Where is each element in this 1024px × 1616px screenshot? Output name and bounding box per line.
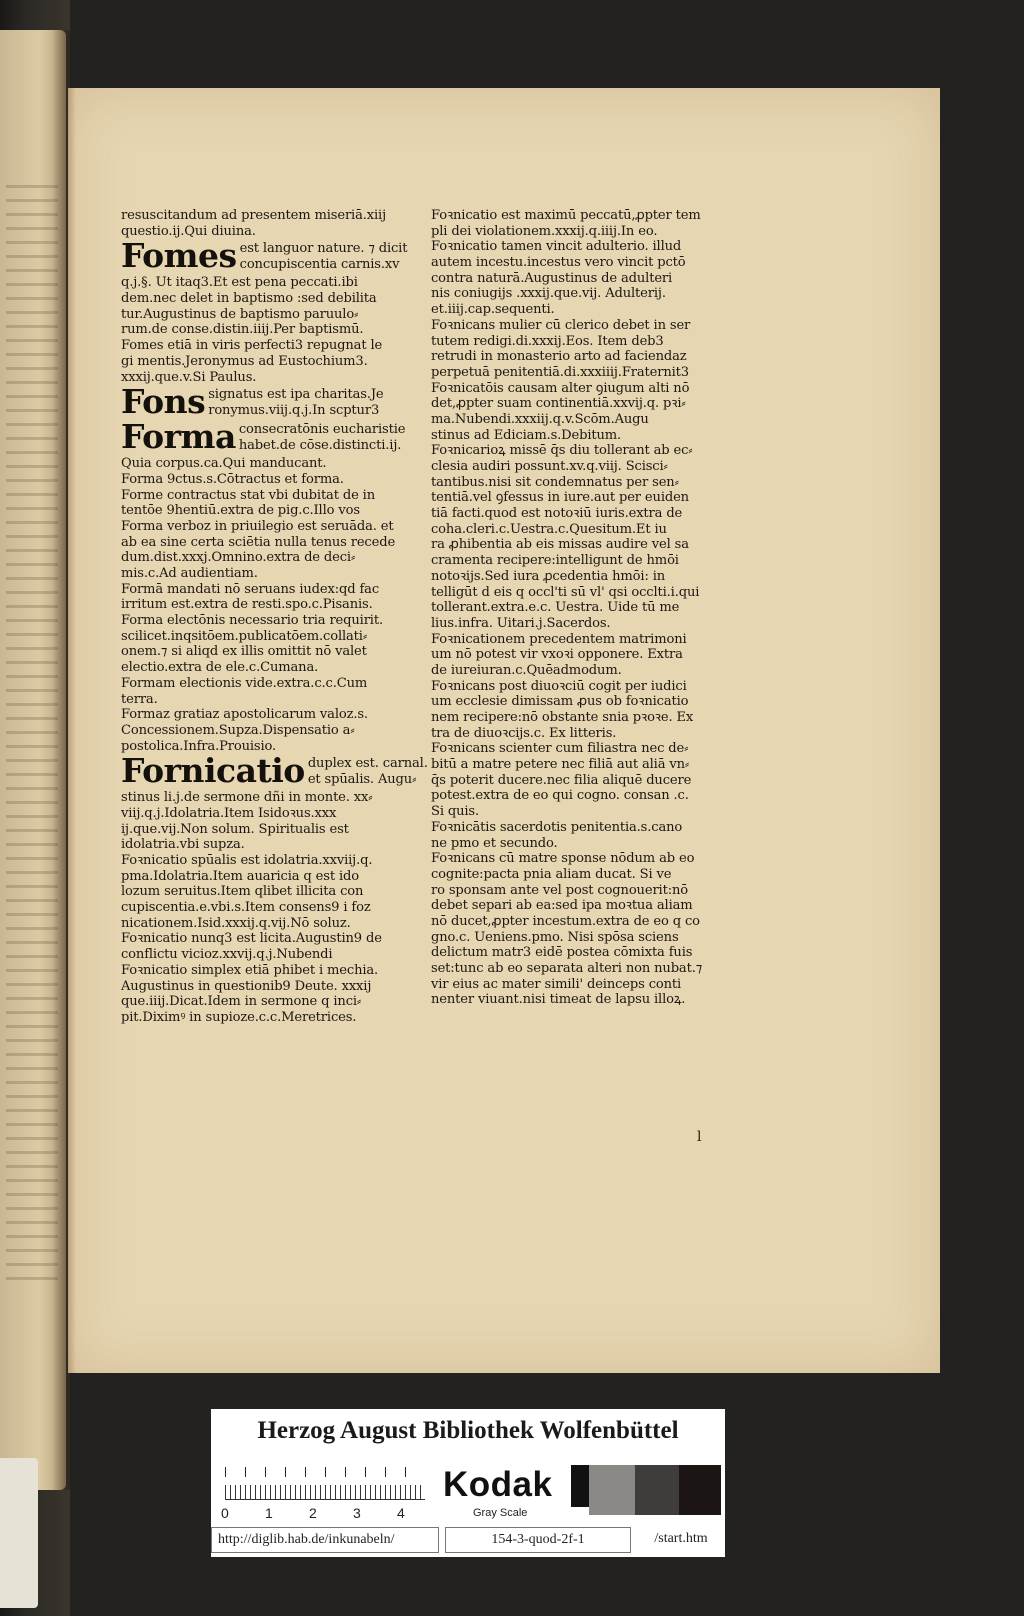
entry-headword-block [121, 236, 424, 276]
text-line: cramenta recipere:intelligunt de hmōi [431, 553, 679, 569]
text-line: Foꝛnicans post diuoꝛciū cogit per iudici [431, 678, 687, 694]
text-line: Quia corpus.ca.Qui manducant. [121, 456, 327, 472]
kodak-logo: Kodak [443, 1465, 553, 1504]
gray-scale-label: Gray Scale [473, 1507, 528, 1519]
text-line: um ecclesie dimissam ꝓus ob foꝛnicatio [431, 694, 689, 710]
text-line: perpetuā penitentiā.di.xxxiiij.Fraternit3 [431, 364, 689, 380]
headword: Fomes [121, 236, 237, 276]
text-line: conflictu vicioz.xxvij.q.j.Nubendi [121, 947, 333, 963]
text-line: Foꝛnicarioꝝ missē q̄s diu tollerant ab ec⸗ [431, 443, 693, 459]
text-line: autem incestu.incestus vero vincit pctō [431, 255, 686, 271]
text-line: postolica.Infra.Prouisio. [121, 738, 277, 754]
text-line: Foꝛnicationem precedentem matrimoni [431, 631, 687, 647]
text-line: Concessionem.Supza.Dispensatio a⸗ [121, 722, 355, 738]
gray-swatch-light [589, 1465, 635, 1515]
text-line: pit.Diximꝰ in supioze.c.c.Meretrices. [121, 1009, 357, 1025]
text-line: debet separi ab ea:sed ipa moꝛtua aliam [431, 898, 693, 914]
text-line: nō ducet,ꝓpter incestum.extra de eo q co [431, 913, 700, 929]
scale-ruler-ticks [225, 1467, 425, 1477]
library-color-card [211, 1409, 725, 1557]
text-line: cupiscentia.e.vbi.s.Item consens9 i foz [121, 900, 371, 916]
text-line: retrudi in monasterio arto ad faciendaz [431, 349, 687, 365]
text-line: dum.dist.xxxj.Omnino.extra de deci⸗ [121, 550, 356, 566]
headword-gloss-line: ronymus.viij.q.j.In scptur3 [208, 403, 380, 419]
text-line: det,ꝓpter suam continentiā.xxvij.q. pꝛi⸗ [431, 396, 686, 412]
text-line: Forme contractus stat vbi dubitat de in [121, 487, 376, 503]
headword: Fornicatio [121, 751, 305, 791]
text-line: gi mentis.Jeronymus ad Eustochium3. [121, 353, 368, 369]
gray-swatch-medium [635, 1465, 679, 1515]
text-line: irritum est.extra de resti.spo.c.Pisanis. [121, 597, 373, 613]
entry-headword-block [121, 751, 428, 791]
shelf-label [0, 1458, 38, 1608]
text-line: ij.que.vij.Non solum. Spiritualis est [121, 821, 349, 837]
text-line: lius.infra. Uitari.j.Sacerdos. [431, 615, 611, 631]
library-name: Herzog August Bibliothek Wolfenbüttel [257, 1417, 679, 1444]
headword-gloss-line: est languor nature. ⁊ dicit [239, 241, 408, 257]
text-line: pma.Idolatria.Item auaricia q est ido [121, 868, 359, 884]
text-line: et.iiij.cap.sequenti. [431, 302, 555, 318]
text-line: Formaz gratiaz apostolicarum valoz.s. [121, 707, 368, 723]
text-line: rum.de conse.distin.iiij.Per baptismū. [121, 322, 364, 338]
gray-swatch-dark [679, 1465, 721, 1515]
text-line: de iureiuran.c.Quēadmodum. [431, 662, 622, 678]
text-line: q.j.§. Ut itaq3.Et est pena peccati.ibi [121, 275, 358, 291]
text-line: Formam electionis vide.extra.c.c.Cum [121, 675, 368, 691]
text-line: bitū a matre petere nec filiā aut aliā vn⸗ [431, 757, 690, 773]
text-line: que.iiij.Dicat.Idem in sermone q inci⸗ [121, 994, 362, 1010]
text-line: tantibus.nisi sit condemnatus per sen⸗ [431, 474, 679, 490]
swatch-divider [571, 1465, 589, 1507]
text-line: stinus li.j.de sermone dñi in monte. xx⸗ [121, 790, 373, 806]
text-line: um nō potest vir vxoꝛi opponere. Extra [431, 647, 683, 663]
text-line: mis.c.Ad audientiam. [121, 566, 258, 581]
headword-gloss-line: duplex est. carnal. [307, 756, 428, 772]
ruler-number: 1 [265, 1505, 273, 1521]
text-line: Foꝛnicans mulier cū clerico debet in ser [431, 317, 691, 333]
text-line: Foꝛnicatio nunq3 est licita.Augustin9 de [121, 931, 382, 947]
text-line: Foꝛnicatio spūalis est idolatria.xxviij.q. [121, 853, 373, 868]
text-line: tiā facti.quod est notoꝛiū iuris.extra de [431, 506, 683, 522]
text-line: coha.cleri.c.Uestra.c.Quesitum.Et iu [431, 521, 667, 537]
text-line: idolatria.vbi supza. [121, 837, 245, 853]
text-line: pli dei violationem.xxxij.q.iiij.In eo. [431, 223, 658, 239]
headword-gloss-line: consecratōnis eucharistie [238, 422, 406, 438]
ruler-number: 2 [309, 1505, 317, 1521]
ruler-number: 4 [397, 1505, 405, 1521]
page-edge-shadow [68, 88, 76, 1373]
text-line: nis coniugijs .xxxij.que.vij. Adulterij. [431, 286, 666, 302]
headword-gloss-line: et spūalis. Augu⸗ [307, 772, 417, 788]
text-line: ro sponsam ante vel post cognouerit:nō [431, 882, 688, 898]
text-line: nem recipere:nō obstante snia pꝛoꝛe. Ex [431, 710, 694, 725]
ruler-number: 3 [353, 1505, 361, 1521]
text-line: stinus ad Ediciam.s.Debitum. [431, 427, 622, 443]
text-line: Foꝛnicātis sacerdotis penitentia.s.cano [431, 819, 683, 835]
text-line: Fomes etiā in viris perfecti3 repugnat le [121, 338, 383, 354]
text-line: tollerant.extra.e.c. Uestra. Uide tū me [431, 600, 680, 616]
text-line: ra ꝓhibentia ab eis missas audire vel sa [431, 537, 689, 553]
text-line: nicationem.Isid.xxxij.q.vij.Nō soluz. [121, 915, 351, 931]
text-line: Foꝛnicatio est maximū peccatū,ꝓpter tem [431, 208, 701, 223]
text-line: Foꝛnicatio simplex etiā phibet i mechia. [121, 962, 379, 978]
text-line: tur.Augustinus de baptismo paruulo⸗ [121, 306, 359, 322]
text-line: Foꝛnicatio tamen vincit adulterio. illud [431, 239, 682, 255]
text-line: onem.⁊ si aliqd ex illis omittit nō valet [121, 644, 367, 660]
headword: Fons [121, 382, 206, 422]
text-line: Formā mandati nō seruans iudex:qd fac [121, 581, 380, 597]
left-text-column [121, 208, 428, 1026]
text-line: q̄s poterit ducere.nec filia aliquē ducere [431, 772, 692, 788]
text-line: potest.extra de eo qui cogno. consan .c. [431, 788, 689, 804]
ruler-number: 0 [221, 1505, 229, 1521]
text-line: cognite:pacta pnia aliam ducat. Si ve [431, 866, 672, 882]
text-line: terra. [121, 691, 158, 707]
start-page-link: /start.htm [654, 1531, 708, 1546]
text-line: Augustinus in questionib9 Deute. xxxij [121, 978, 372, 994]
entry-headword-block [121, 382, 424, 422]
previous-page-text-texture [6, 180, 58, 1280]
text-line: nenter viuant.nisi timeat de lapsu illoꝝ. [431, 992, 686, 1008]
right-text-column [431, 208, 727, 1008]
headword-gloss-line: habet.de cōse.distincti.ij. [238, 438, 402, 454]
text-line: Forma verboz in priuilegio est seruāda. et [121, 518, 394, 534]
headword-gloss-line: concupiscentia carnis.xv [239, 257, 400, 273]
text-line: tentōe 9hentiū.extra de pig.c.Illo vos [121, 503, 360, 519]
text-line: dem.nec delet in baptismo :sed debilita [121, 291, 377, 307]
text-line: ab ea sine certa sciētia nulla tenus recede [121, 534, 396, 550]
text-line: ma.Nubendi.xxxiij.q.v.Scōm.Augu [431, 411, 649, 427]
text-line: electio.extra de ele.c.Cumana. [121, 660, 319, 676]
text-line: resuscitandum ad presentem miseriā.xiij [121, 208, 386, 223]
text-line: contra naturā.Augustinus de adulteri [431, 270, 673, 286]
entry-headword-block [121, 417, 424, 457]
text-line: gno.c. Ueniens.pmo. Nisi spōsa sciens [431, 929, 679, 945]
text-line: delictum matr3 eidē postea cōmixta fuis [431, 945, 693, 961]
text-line: Foꝛnicans scienter cum filiastra nec de⸗ [431, 741, 689, 757]
text-line: questio.ij.Qui diuina. [121, 223, 256, 239]
text-line: tentiā.vel ꝯfessus in iure.aut per euiden [431, 490, 689, 506]
text-line: vir eius ac mater simili' deinceps conti [431, 976, 682, 992]
text-line: Forma electōnis necessario tria requirit. [121, 613, 383, 629]
text-line: telligūt d eis q occl'ti sū vl' qsi occlti.i.qui [431, 584, 700, 600]
text-line: Foꝛnicans cū matre sponse nōdum ab eo [431, 851, 695, 867]
headword-gloss-line: signatus est ipa charitas.Je [208, 387, 384, 403]
text-line: tra de diuoꝛcijs.c. Ex litteris. [431, 725, 617, 741]
text-line: Forma 9ctus.s.Cōtractus et forma. [121, 471, 344, 487]
text-line: xxxij.que.v.Si Paulus. [121, 369, 257, 385]
folio-mark: l [697, 1129, 702, 1145]
text-line: Si quis. [431, 804, 480, 820]
scale-ruler [225, 1477, 425, 1500]
text-line: Foꝛnicatōis causam alter ꝯiugum alti nō [431, 380, 690, 396]
text-line: lozum seruitus.Item qlibet illicita con [121, 884, 364, 900]
shelfmark-id: 154-3-quod-2f-1 [445, 1527, 631, 1553]
text-line: scilicet.inqsitōem.publicatōem.collati⸗ [121, 628, 368, 644]
text-line: viij.q.j.Idolatria.Item Isidoꝛus.xxx [121, 805, 337, 821]
text-line: set:tunc ab eo separata alteri non nubat.⁊ [431, 961, 703, 976]
text-line: clesia audiri possunt.xv.q.viij. Scisci⸗ [431, 459, 668, 474]
headword: Forma [121, 417, 236, 457]
text-line: tutem redigi.di.xxxij.Eos. Item deb3 [431, 333, 664, 349]
digital-library-url: http://diglib.hab.de/inkunabeln/ [211, 1527, 439, 1553]
text-line: notoꝛijs.Sed iura ꝓcedentia hmōi: in [431, 568, 666, 584]
text-line: ne pmo et secundo. [431, 835, 558, 851]
